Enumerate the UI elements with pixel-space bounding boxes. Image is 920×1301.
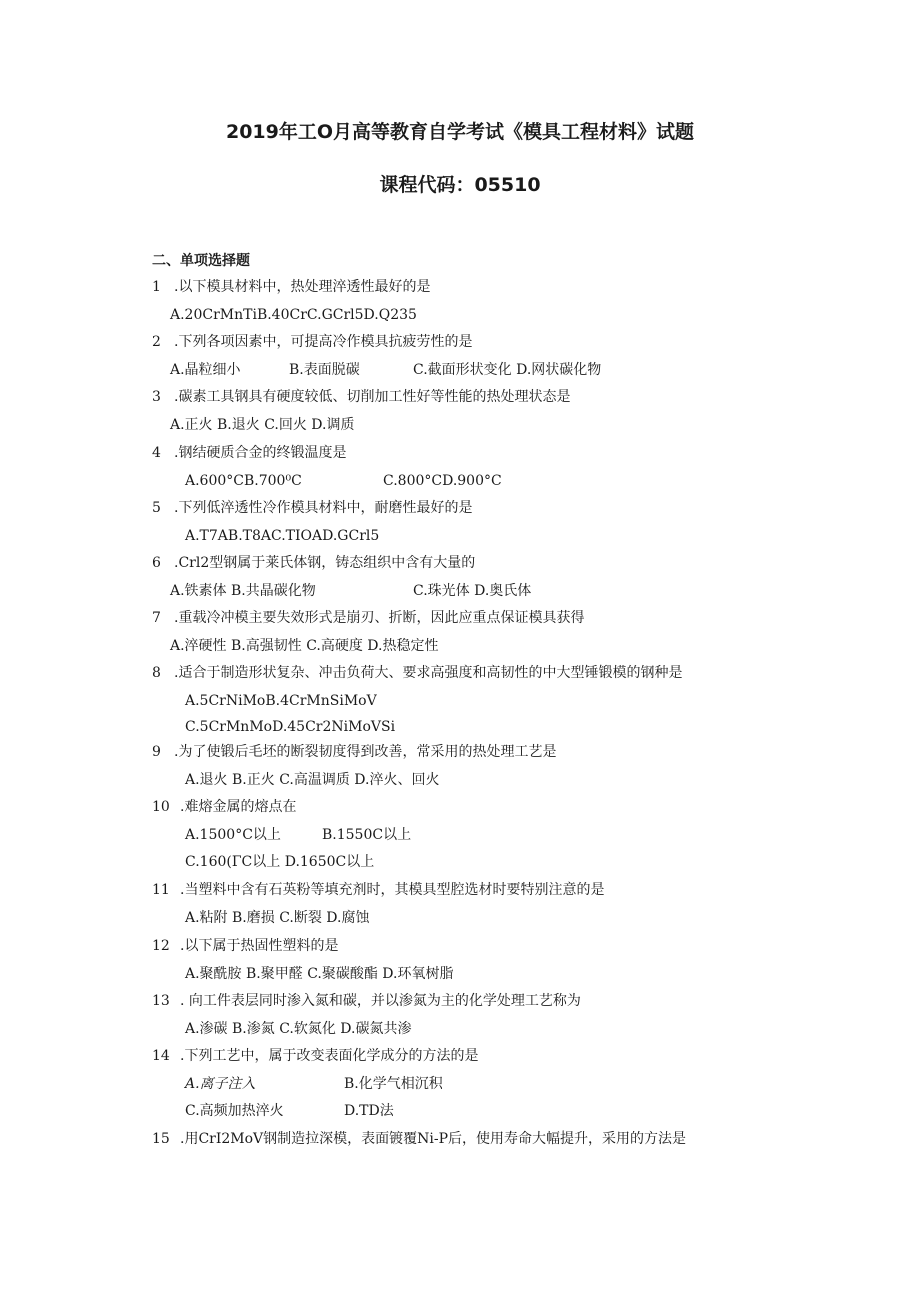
question-text: .下列各项因素中，可提高冷作模具抗疲劳性的是 xyxy=(174,334,473,350)
question-text: .Crl2型钢属于莱氏体钢，铸态组织中含有大量的 xyxy=(174,555,476,571)
question-number: 8 xyxy=(152,665,161,681)
question-number: 14 xyxy=(152,1048,170,1064)
option-d: D.TD法 xyxy=(344,1103,394,1119)
option-line: A.粘附 B.磨损 C.断裂 D.腐蚀 xyxy=(185,910,370,926)
question-text: .用CrI2MoV钢制造拉深模，表面镀覆Ni-P后，使用寿命大幅提升，采用的方法是 xyxy=(180,1131,687,1147)
question-text: .下列工艺中，属于改变表面化学成分的方法的是 xyxy=(180,1048,479,1064)
question-number: 11 xyxy=(152,882,170,898)
option-ab: A.600°CB.700⁰C xyxy=(185,473,302,489)
question-number: 2 xyxy=(152,334,161,350)
question-text: .以下属于热固性塑料的是 xyxy=(180,938,339,954)
question-stem xyxy=(152,278,430,296)
question-number: 13 xyxy=(152,993,170,1009)
question-stem xyxy=(152,664,682,682)
question-text: .当塑料中含有石英粉等填充剂时，其模具型腔选材时要特别注意的是 xyxy=(180,882,605,898)
question-text: . 向工件表层同时渗入氮和碳，并以渗氮为主的化学处理工艺称为 xyxy=(180,993,581,1009)
question-stem xyxy=(152,1130,686,1148)
option-cd: C.5CrMnMoD.45Cr2NiMoVSi xyxy=(185,719,396,735)
option-cd: C.珠光体 D.奥氏体 xyxy=(413,583,532,599)
question-number: 7 xyxy=(152,610,161,626)
question-number: 10 xyxy=(152,799,170,815)
option-b: B.表面脱碳 xyxy=(289,362,360,378)
option-c: C.高频加热淬火 xyxy=(185,1103,284,1119)
question-stem xyxy=(152,992,581,1010)
question-stem xyxy=(152,937,338,955)
question-text: .重载冷冲模主要失效形式是崩刃、折断，因此应重点保证模具获得 xyxy=(174,610,585,626)
question-stem xyxy=(152,743,556,761)
question-text: .为了使锻后毛坯的断裂韧度得到改善，常采用的热处理工艺是 xyxy=(174,744,557,760)
question-text: .钢结硬质合金的终锻温度是 xyxy=(174,445,347,461)
page-title: 2019年工O月高等教育自学考试《模具工程材料》试题 xyxy=(225,121,695,143)
option-line: A.淬硬性 B.高强韧性 C.高硬度 D.热稳定性 xyxy=(170,638,439,654)
course-code: 课程代码：05510 xyxy=(379,174,541,196)
option-b: B.1550C以上 xyxy=(322,827,412,843)
question-stem xyxy=(152,499,472,517)
question-number: 15 xyxy=(152,1131,170,1147)
question-text: .下列低淬透性冷作模具材料中，耐磨性最好的是 xyxy=(174,500,473,516)
question-text: .以下模具材料中，热处理淬透性最好的是 xyxy=(174,279,431,295)
question-number: 9 xyxy=(152,744,161,760)
question-stem xyxy=(152,798,296,816)
question-number: 6 xyxy=(152,555,161,571)
section-heading: 二、单项选择题 xyxy=(152,253,250,269)
question-stem xyxy=(152,554,475,572)
question-stem xyxy=(152,333,472,351)
option-a: A.1500°C以上 xyxy=(185,827,281,843)
question-number: 1 xyxy=(152,279,161,295)
question-stem xyxy=(152,1047,478,1065)
option-line: A.退火 B.正火 C.高温调质 D.淬火、回火 xyxy=(185,772,440,788)
question-stem xyxy=(152,609,584,627)
question-text: .适合于制造形状复杂、冲击负荷大、要求高强度和高韧性的中大型锤锻模的钢种是 xyxy=(174,665,683,681)
question-number: 4 xyxy=(152,445,161,461)
option-line: A.20CrMnTiB.40CrC.GCrl5D.Q235 xyxy=(170,307,417,323)
option-a: A.晶粒细小 xyxy=(170,362,241,378)
option-cd: C.截面形状变化 D.网状碳化物 xyxy=(413,362,602,378)
question-stem xyxy=(152,444,346,462)
option-line: A.渗碳 B.渗氮 C.软氮化 D.碳氮共渗 xyxy=(185,1021,412,1037)
question-stem xyxy=(152,881,604,899)
option-ab: A.铁素体 B.共晶碳化物 xyxy=(170,583,316,599)
option-line: A.T7AB.T8AC.TIOAD.GCrl5 xyxy=(185,528,380,544)
option-b: B.化学气相沉积 xyxy=(344,1076,443,1092)
question-text: .难熔金属的熔点在 xyxy=(180,799,297,815)
option-cd: C.160(ΓC以上 D.1650C以上 xyxy=(185,854,375,870)
option-ab: A.5CrNiMoB.4CrMnSiMoV xyxy=(185,693,377,709)
option-cd: C.800°CD.900°C xyxy=(383,473,502,489)
question-stem xyxy=(152,388,570,406)
option-line: A.正火 B.退火 C.回火 D.调质 xyxy=(170,417,355,433)
option-a: A.离子注入 xyxy=(185,1076,256,1092)
question-number: 3 xyxy=(152,389,161,405)
option-line: A.聚酰胺 B.聚甲醛 C.聚碳酸酯 D.环氧树脂 xyxy=(185,966,454,982)
question-number: 5 xyxy=(152,500,161,516)
question-text: .碳素工具钢具有硬度较低、切削加工性好等性能的热处理状态是 xyxy=(174,389,571,405)
question-number: 12 xyxy=(152,938,170,954)
